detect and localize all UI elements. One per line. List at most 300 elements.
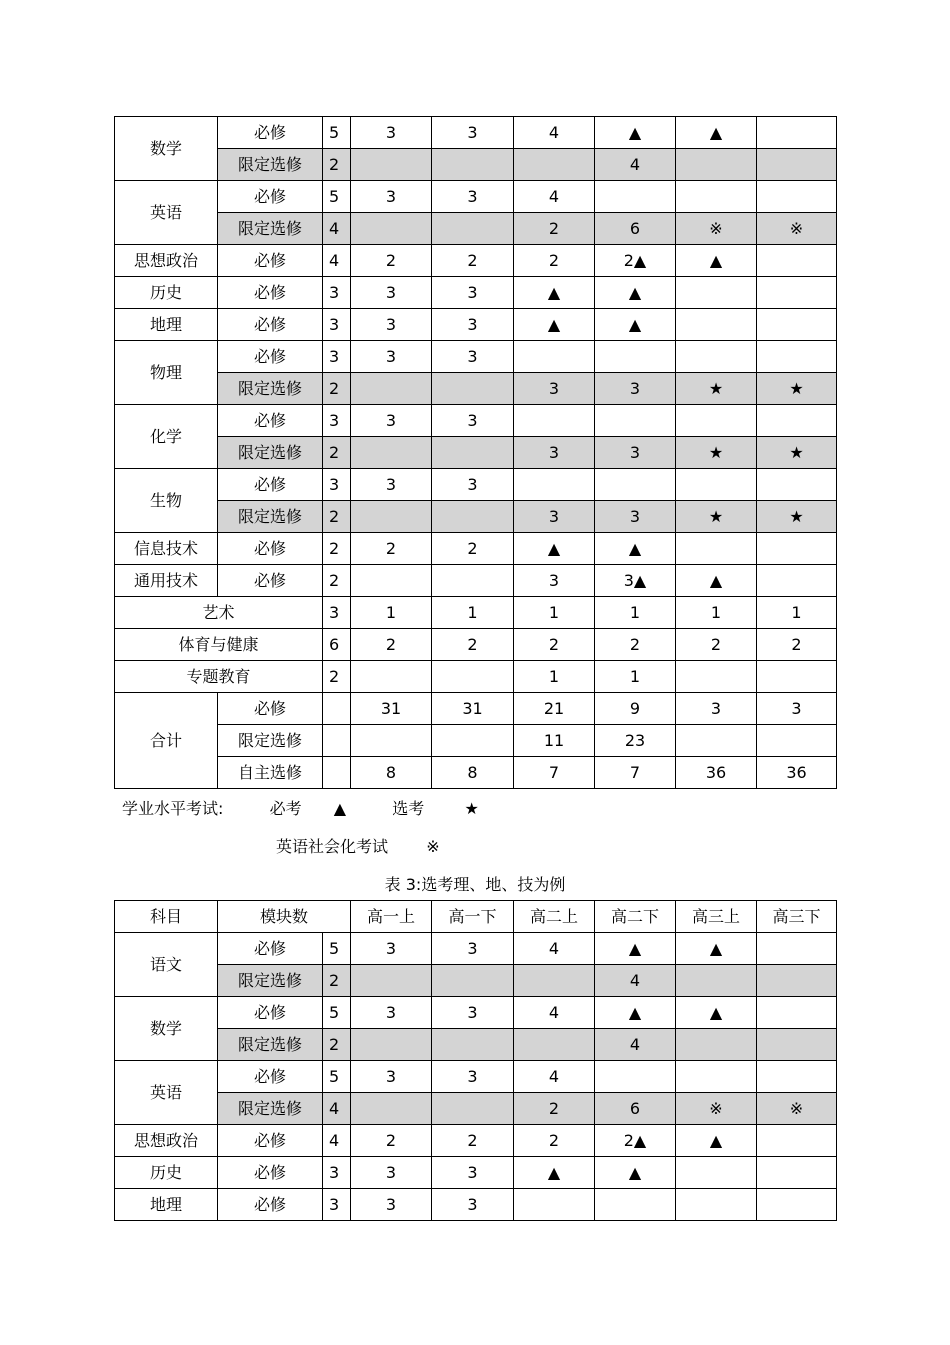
table-cell: 必修 xyxy=(218,405,323,437)
table-cell: 2 xyxy=(323,661,351,693)
table-cell: 4 xyxy=(323,213,351,245)
table-cell: 限定选修 xyxy=(218,213,323,245)
table-cell xyxy=(595,341,676,373)
table-cell: ※ xyxy=(676,213,757,245)
table-cell xyxy=(351,965,432,997)
table-cell: 3 xyxy=(595,373,676,405)
table-cell: 3 xyxy=(432,997,514,1029)
table-cell: 2 xyxy=(323,437,351,469)
table-cell xyxy=(676,661,757,693)
table-cell: 4 xyxy=(323,1093,351,1125)
table-cell: 高三上 xyxy=(676,901,757,933)
table-row xyxy=(115,597,837,629)
table-cell: 思想政治 xyxy=(115,245,218,277)
table-cell xyxy=(432,725,514,757)
table-cell xyxy=(351,213,432,245)
table-cell: 5 xyxy=(323,181,351,213)
table-cell xyxy=(514,469,595,501)
table-cell: 4 xyxy=(595,1029,676,1061)
table-cell: 7 xyxy=(595,757,676,789)
table-cell xyxy=(676,1029,757,1061)
table-cell: 5 xyxy=(323,997,351,1029)
table-cell: 必修 xyxy=(218,933,323,965)
table-cell: 2 xyxy=(432,1125,514,1157)
table-cell: 必修 xyxy=(218,1125,323,1157)
table-cell: 必修 xyxy=(218,1157,323,1189)
table-cell: ★ xyxy=(676,373,757,405)
table-cell: 必修 xyxy=(218,117,323,149)
table-cell: 4 xyxy=(514,1061,595,1093)
table-cell: 必修 xyxy=(218,309,323,341)
table-cell: 3 xyxy=(432,181,514,213)
table-row xyxy=(115,117,837,149)
table-cell: 2▲ xyxy=(595,1125,676,1157)
table-cell: 2 xyxy=(323,373,351,405)
table-cell: 2 xyxy=(676,629,757,661)
legend-triangle-icon: ▲ xyxy=(333,799,347,818)
table-cell: 化学 xyxy=(115,405,218,469)
table-cell: 3 xyxy=(351,469,432,501)
table-cell: 2 xyxy=(595,629,676,661)
table-row xyxy=(115,757,837,789)
table-cell: 限定选修 xyxy=(218,373,323,405)
table-cell: 3 xyxy=(514,565,595,597)
table-cell: 1 xyxy=(595,661,676,693)
legend-reference-mark-icon: ※ xyxy=(426,837,440,856)
table-cell: 限定选修 xyxy=(218,725,323,757)
table-cell xyxy=(432,565,514,597)
table-cell xyxy=(514,341,595,373)
table-cell: 3 xyxy=(351,405,432,437)
table-row xyxy=(115,1093,837,1125)
table-cell: 艺术 xyxy=(115,597,323,629)
table-cell: 模块数 xyxy=(218,901,351,933)
table-cell: 必修 xyxy=(218,693,323,725)
table-cell: 36 xyxy=(676,757,757,789)
table-cell: 11 xyxy=(514,725,595,757)
table-row xyxy=(115,901,837,933)
table-cell: 2 xyxy=(351,629,432,661)
table-cell: 数学 xyxy=(115,997,218,1061)
table-cell: 3▲ xyxy=(595,565,676,597)
table-cell: 3 xyxy=(351,309,432,341)
table-cell: 31 xyxy=(432,693,514,725)
table-cell: 3 xyxy=(323,1157,351,1189)
table-cell: 3 xyxy=(514,437,595,469)
table-cell: 5 xyxy=(323,933,351,965)
table-cell xyxy=(757,245,837,277)
table-cell: ★ xyxy=(757,437,837,469)
table-cell: 5 xyxy=(323,1061,351,1093)
table-cell xyxy=(757,341,837,373)
table-cell: 地理 xyxy=(115,309,218,341)
table-cell xyxy=(676,965,757,997)
table-cell: 8 xyxy=(432,757,514,789)
table-cell: 必修 xyxy=(218,341,323,373)
table-cell xyxy=(757,1061,837,1093)
table-cell: 高二下 xyxy=(595,901,676,933)
legend-exam-line xyxy=(122,796,479,819)
table-cell: 4 xyxy=(514,117,595,149)
table-cell xyxy=(595,469,676,501)
table-cell xyxy=(595,181,676,213)
table-caption: 表 3:选考理、地、技为例 xyxy=(384,875,566,894)
table-cell: ▲ xyxy=(595,1157,676,1189)
table-cell: ▲ xyxy=(595,277,676,309)
table-cell: 通用技术 xyxy=(115,565,218,597)
table-cell xyxy=(595,1061,676,1093)
table-cell xyxy=(757,405,837,437)
table-cell xyxy=(514,1029,595,1061)
table-cell: 2▲ xyxy=(595,245,676,277)
table-cell: 3 xyxy=(432,309,514,341)
table-cell: 8 xyxy=(351,757,432,789)
table-row xyxy=(115,469,837,501)
table-cell: ▲ xyxy=(676,245,757,277)
table-cell: 3 xyxy=(514,501,595,533)
table-cell: 2 xyxy=(514,213,595,245)
table-cell xyxy=(432,437,514,469)
table-cell: 3 xyxy=(351,1189,432,1221)
table-cell: 3 xyxy=(676,693,757,725)
table-cell: 2 xyxy=(432,629,514,661)
schedule-table-3 xyxy=(114,900,837,1221)
table-cell: ※ xyxy=(676,1093,757,1125)
table-cell: ▲ xyxy=(595,117,676,149)
table-cell: ▲ xyxy=(514,309,595,341)
table-row xyxy=(115,181,837,213)
table-cell: 必修 xyxy=(218,997,323,1029)
table-cell xyxy=(676,149,757,181)
table-cell xyxy=(432,1029,514,1061)
table-row xyxy=(115,1125,837,1157)
table-cell xyxy=(323,757,351,789)
table-cell: 必修 xyxy=(218,533,323,565)
table-cell: 4 xyxy=(514,933,595,965)
table-row xyxy=(115,245,837,277)
table-cell: 3 xyxy=(595,437,676,469)
table-cell: 1 xyxy=(432,597,514,629)
table-row xyxy=(115,1189,837,1221)
table-cell xyxy=(757,1125,837,1157)
table-cell: ▲ xyxy=(676,117,757,149)
table-cell: 6 xyxy=(595,213,676,245)
table-cell: 2 xyxy=(432,533,514,565)
table-row xyxy=(115,997,837,1029)
table-cell: 3 xyxy=(351,997,432,1029)
table-cell: 限定选修 xyxy=(218,1093,323,1125)
table-row xyxy=(115,149,837,181)
table-cell: 3 xyxy=(323,277,351,309)
table-cell xyxy=(757,1189,837,1221)
table-cell: 必修 xyxy=(218,1189,323,1221)
table-cell: ▲ xyxy=(514,277,595,309)
table-cell: 3 xyxy=(351,277,432,309)
table-cell: 23 xyxy=(595,725,676,757)
table-cell xyxy=(757,997,837,1029)
table-cell xyxy=(757,149,837,181)
table-cell: 英语 xyxy=(115,181,218,245)
table-cell: 数学 xyxy=(115,117,218,181)
table-cell: 3 xyxy=(514,373,595,405)
table-cell: 历史 xyxy=(115,277,218,309)
table-cell xyxy=(351,149,432,181)
table-cell xyxy=(432,373,514,405)
legend-elective-label: 选考 xyxy=(392,799,425,818)
table-cell xyxy=(595,1189,676,1221)
table-cell xyxy=(676,1189,757,1221)
table-cell: 21 xyxy=(514,693,595,725)
table-cell: 1 xyxy=(757,597,837,629)
table-cell xyxy=(514,965,595,997)
table-cell: 2 xyxy=(323,965,351,997)
table-cell: 限定选修 xyxy=(218,437,323,469)
table-cell: 限定选修 xyxy=(218,1029,323,1061)
table-cell: 高一下 xyxy=(432,901,514,933)
table-cell: 限定选修 xyxy=(218,149,323,181)
table-cell xyxy=(323,693,351,725)
table-cell: 高三下 xyxy=(757,901,837,933)
table-cell xyxy=(676,1157,757,1189)
table-row xyxy=(115,213,837,245)
table-cell: ▲ xyxy=(676,565,757,597)
table-cell: 高二上 xyxy=(514,901,595,933)
table-cell: ▲ xyxy=(595,997,676,1029)
table-cell: 2 xyxy=(351,245,432,277)
table-cell: 6 xyxy=(323,629,351,661)
table-cell xyxy=(757,1157,837,1189)
table-cell xyxy=(757,933,837,965)
table-cell: 1 xyxy=(514,597,595,629)
table-cell xyxy=(432,965,514,997)
table-cell: 3 xyxy=(351,181,432,213)
table-cell: ※ xyxy=(757,213,837,245)
table-cell: 3 xyxy=(757,693,837,725)
table-cell xyxy=(676,341,757,373)
table-cell: 4 xyxy=(595,149,676,181)
table-cell: 3 xyxy=(351,117,432,149)
table-cell: 3 xyxy=(432,117,514,149)
table-cell: 2 xyxy=(323,501,351,533)
table-cell xyxy=(757,661,837,693)
table-cell: ▲ xyxy=(676,997,757,1029)
table-cell: 高一上 xyxy=(351,901,432,933)
table-cell xyxy=(676,533,757,565)
table-cell: ▲ xyxy=(514,533,595,565)
table-cell xyxy=(757,181,837,213)
table-cell xyxy=(351,437,432,469)
table-cell xyxy=(432,1093,514,1125)
table-cell: 2 xyxy=(514,629,595,661)
table-cell xyxy=(514,405,595,437)
table-cell: 必修 xyxy=(218,469,323,501)
table-cell: 限定选修 xyxy=(218,501,323,533)
table-cell: 3 xyxy=(323,1189,351,1221)
table-cell: 必修 xyxy=(218,565,323,597)
table-cell xyxy=(757,565,837,597)
table-cell: ▲ xyxy=(676,1125,757,1157)
table-cell: 3 xyxy=(432,405,514,437)
table-cell: 3 xyxy=(432,277,514,309)
table-cell: 4 xyxy=(514,181,595,213)
legend-exam-label: 学业水平考试: xyxy=(122,799,224,818)
table-cell: 英语 xyxy=(115,1061,218,1125)
table-cell xyxy=(676,1061,757,1093)
table-cell: 3 xyxy=(432,1157,514,1189)
table-cell xyxy=(757,309,837,341)
table-cell: 1 xyxy=(595,597,676,629)
table-row xyxy=(115,693,837,725)
table-row xyxy=(115,501,837,533)
table-cell: 3 xyxy=(595,501,676,533)
legend-star-icon: ★ xyxy=(464,799,479,818)
table-cell: ▲ xyxy=(595,533,676,565)
table-cell xyxy=(351,661,432,693)
table-cell xyxy=(514,149,595,181)
table-cell: ★ xyxy=(757,373,837,405)
table-cell xyxy=(676,309,757,341)
table-cell xyxy=(432,149,514,181)
table-cell: 3 xyxy=(432,1061,514,1093)
table-cell: 必修 xyxy=(218,181,323,213)
table-cell: 3 xyxy=(351,1061,432,1093)
table-cell: 限定选修 xyxy=(218,965,323,997)
table-cell: 2 xyxy=(514,1125,595,1157)
table-cell: ▲ xyxy=(676,933,757,965)
table-cell: 生物 xyxy=(115,469,218,533)
table-cell xyxy=(595,405,676,437)
table-cell xyxy=(432,501,514,533)
table-row xyxy=(115,933,837,965)
table-cell: 3 xyxy=(351,1157,432,1189)
table-cell: 2 xyxy=(323,565,351,597)
table-cell: 1 xyxy=(514,661,595,693)
table-cell xyxy=(676,181,757,213)
table-cell: 3 xyxy=(323,405,351,437)
table-cell: 2 xyxy=(323,1029,351,1061)
table-cell xyxy=(351,1093,432,1125)
table-cell xyxy=(351,373,432,405)
table-cell: ★ xyxy=(676,437,757,469)
table-cell xyxy=(757,533,837,565)
table-cell: 3 xyxy=(432,469,514,501)
table-row xyxy=(115,629,837,661)
table-row xyxy=(115,725,837,757)
table-cell xyxy=(757,277,837,309)
table-row xyxy=(115,373,837,405)
table-cell: 3 xyxy=(351,341,432,373)
legend-english-label: 英语社会化考试 xyxy=(276,837,389,856)
table-cell: ▲ xyxy=(514,1157,595,1189)
table-cell: 自主选修 xyxy=(218,757,323,789)
table-cell: ※ xyxy=(757,1093,837,1125)
table-cell: 2 xyxy=(514,245,595,277)
table-cell: 31 xyxy=(351,693,432,725)
legend-english-line xyxy=(276,834,440,857)
table-cell xyxy=(757,117,837,149)
table-cell: ▲ xyxy=(595,933,676,965)
table-cell: 2 xyxy=(323,533,351,565)
table-row xyxy=(115,1061,837,1093)
table-cell: ★ xyxy=(676,501,757,533)
table-cell: 4 xyxy=(595,965,676,997)
table-row xyxy=(115,309,837,341)
table-cell: 3 xyxy=(323,309,351,341)
table-cell: 3 xyxy=(323,469,351,501)
table-cell: 3 xyxy=(323,597,351,629)
table-cell: 思想政治 xyxy=(115,1125,218,1157)
table-cell xyxy=(351,1029,432,1061)
table-cell: 地理 xyxy=(115,1189,218,1221)
table-cell: 3 xyxy=(432,933,514,965)
table-cell: 体育与健康 xyxy=(115,629,323,661)
table-cell xyxy=(757,725,837,757)
table-cell: ▲ xyxy=(595,309,676,341)
table-cell: 历史 xyxy=(115,1157,218,1189)
table-cell xyxy=(676,405,757,437)
table-row xyxy=(115,277,837,309)
table-cell xyxy=(351,501,432,533)
table-cell: 1 xyxy=(351,597,432,629)
table-cell xyxy=(432,661,514,693)
table-row xyxy=(115,661,837,693)
table-row xyxy=(115,565,837,597)
table-cell: 7 xyxy=(514,757,595,789)
table-cell: 2 xyxy=(323,149,351,181)
table-cell: 2 xyxy=(514,1093,595,1125)
table-cell: 语文 xyxy=(115,933,218,997)
table-cell: 3 xyxy=(351,933,432,965)
table-cell: 3 xyxy=(432,1189,514,1221)
table-row xyxy=(115,1029,837,1061)
table-cell: 2 xyxy=(432,245,514,277)
table-row xyxy=(115,341,837,373)
table-cell xyxy=(351,565,432,597)
table-cell: 9 xyxy=(595,693,676,725)
table-cell: 4 xyxy=(514,997,595,1029)
table-cell: 2 xyxy=(351,533,432,565)
table-cell: 物理 xyxy=(115,341,218,405)
legend-required-label: 必考 xyxy=(269,799,302,818)
table-cell: 专题教育 xyxy=(115,661,323,693)
table-cell xyxy=(514,1189,595,1221)
table-cell: 1 xyxy=(676,597,757,629)
table-cell: 3 xyxy=(323,341,351,373)
table-cell xyxy=(757,965,837,997)
schedule-table-continued xyxy=(114,116,837,789)
table-cell: 信息技术 xyxy=(115,533,218,565)
table-row xyxy=(115,533,837,565)
table-cell: 6 xyxy=(595,1093,676,1125)
table-cell: 4 xyxy=(323,245,351,277)
table-cell: 必修 xyxy=(218,277,323,309)
table-cell: 36 xyxy=(757,757,837,789)
table-cell: 2 xyxy=(351,1125,432,1157)
table-row xyxy=(115,405,837,437)
table-cell: ★ xyxy=(757,501,837,533)
table-cell: 合计 xyxy=(115,693,218,789)
table-cell xyxy=(676,725,757,757)
table-cell: 5 xyxy=(323,117,351,149)
table-cell xyxy=(676,469,757,501)
table-cell: 必修 xyxy=(218,245,323,277)
table-row xyxy=(115,1157,837,1189)
table-cell xyxy=(676,277,757,309)
table-cell xyxy=(757,469,837,501)
table-row xyxy=(115,437,837,469)
table-cell xyxy=(351,725,432,757)
table-cell: 必修 xyxy=(218,1061,323,1093)
